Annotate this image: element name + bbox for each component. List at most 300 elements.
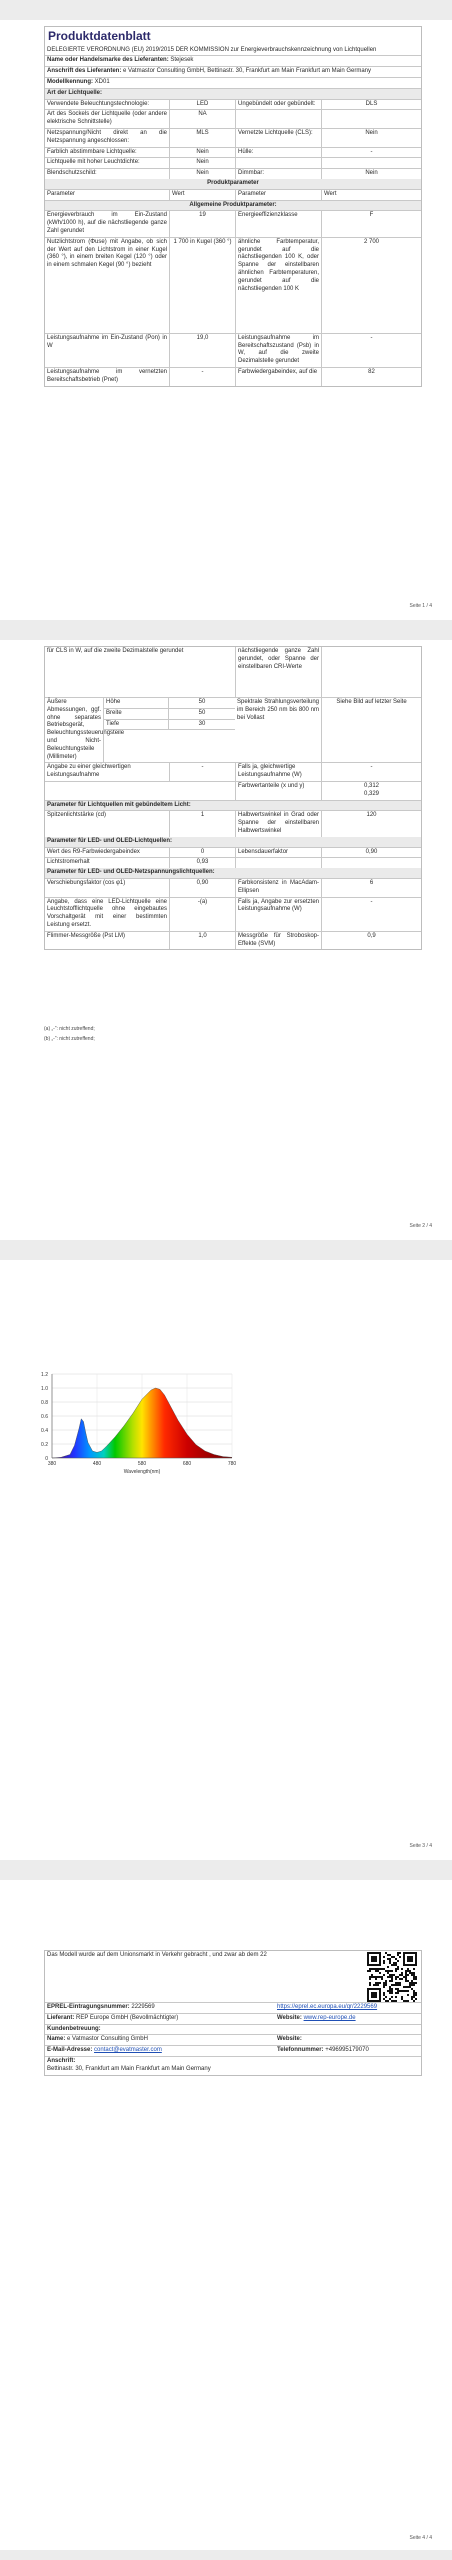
table-cell-v2: F — [321, 211, 421, 236]
table-row — [45, 129, 421, 148]
qr-module — [407, 1952, 409, 1954]
qr-module — [373, 1988, 375, 1990]
website-link[interactable]: www.rep-europe.de — [303, 2014, 356, 2021]
qr-module — [377, 1984, 379, 1986]
qr-module — [401, 1996, 403, 1998]
table-cell-k1: Spitzenlichtstärke (cd) — [47, 812, 107, 819]
qr-module — [411, 1958, 413, 1960]
x-tick-label: 380 — [47, 1461, 57, 1467]
qr-module — [401, 1990, 403, 1992]
qr-module — [403, 1958, 405, 1960]
qr-module — [415, 1994, 417, 1996]
table-cell-k2: Leistungsaufnahme im Bereitschaftszustand (Psb) in W, auf die zweite Dezimalstelle gerundet — [235, 334, 321, 367]
qr-module — [375, 1992, 377, 1994]
qr-module — [369, 1952, 371, 1954]
datasheet-frame-1 — [44, 26, 422, 387]
qr-module — [413, 1976, 415, 1978]
table-cell-k1: Netzspannung/Nicht direkt an die Netzspannung angeschlossen: — [47, 129, 167, 144]
table-cell-v2: - — [321, 898, 421, 931]
qr-module — [369, 1976, 371, 1978]
qr-module — [367, 1958, 369, 1960]
value-head: Wert — [169, 190, 235, 200]
qr-module — [385, 1996, 387, 1998]
datasheet-frame-2 — [44, 646, 422, 950]
qr-module — [405, 1972, 407, 1974]
qr-module — [415, 1958, 417, 1960]
qr-module — [411, 1996, 413, 1998]
qr-module — [367, 1964, 369, 1966]
qr-module — [385, 1952, 387, 1954]
y-tick-label: 0.2 — [41, 1442, 48, 1448]
qr-module — [371, 1952, 373, 1954]
address-value: e Vatmastor Consulting GmbH, Bettinastr. 30, Frankfurt am Main Frankfurt am Main Germany — [123, 68, 372, 75]
table-cell-k2 — [235, 110, 321, 128]
qr-module — [393, 1956, 395, 1958]
qr-module — [409, 1982, 411, 1984]
table-cell-k1: Blendschutzschild: — [47, 170, 97, 177]
table-cell-v2: 120 — [321, 811, 421, 836]
table-cell-v1: 1 — [169, 811, 235, 836]
qr-module — [415, 1998, 417, 2000]
qr-module — [369, 1970, 371, 1972]
addr-value: Bettinastr. 30, Frankfurt am Main Frankfurt am Main Germany — [47, 2065, 211, 2072]
table-row — [45, 211, 421, 237]
qr-module — [397, 1966, 399, 1968]
y-tick-label: 0.6 — [41, 1414, 48, 1420]
table-cell-v2: 2 700 — [321, 238, 421, 333]
qr-module — [375, 1968, 377, 1970]
qr-module — [391, 1974, 393, 1976]
qr-module — [389, 1980, 391, 1982]
qr-module — [381, 1978, 383, 1980]
regulation-text: DELEGIERTE VERORDNUNG (EU) 2019/2015 DER KOMMISSION zur Energieverbrauchskennzeichnung von Lichtquellen — [47, 46, 377, 53]
qr-module — [395, 1996, 397, 1998]
qr-module — [369, 1964, 371, 1966]
qr-module — [379, 1972, 381, 1974]
table-cell-k1: Leistungsaufnahme im vernetzten Bereitschaftsbetrieb (Pnet) — [47, 368, 167, 383]
qr-module — [389, 1962, 391, 1964]
qr-module — [415, 1952, 417, 1954]
qr-module — [395, 1968, 397, 1970]
qr-module — [367, 1988, 369, 1990]
table-cell-v1: MLS — [169, 129, 235, 147]
param-title: Produktparameter — [45, 179, 421, 190]
mains-rows — [45, 879, 421, 949]
table-cell-v1: 19,0 — [169, 334, 235, 367]
qr-module — [405, 1980, 407, 1982]
qr-module — [383, 1968, 385, 1970]
qr-module — [369, 1988, 371, 1990]
qr-module — [373, 1956, 375, 1958]
qr-module — [375, 1956, 377, 1958]
qr-module — [371, 1964, 373, 1966]
table-row — [45, 158, 421, 169]
qr-module — [383, 1994, 385, 1996]
qr-module — [405, 1964, 407, 1966]
qr-module — [375, 1952, 377, 1954]
x-tick-label: 580 — [137, 1461, 147, 1467]
qr-module — [379, 1960, 381, 1962]
qr-module — [413, 1982, 415, 1984]
qr-module — [375, 1982, 377, 1984]
email-label: E-Mail-Adresse: — [47, 2047, 93, 2054]
qr-module — [395, 1988, 397, 1990]
dims-label: Äußere Abmessungen, ggf. ohne separates Betriebsgerät, Beleuchtungssteuerungsteile und Nicht-Beleuchtungsteile (Millimeter) — [47, 699, 125, 760]
table-row — [45, 368, 421, 386]
market-text: Das Modell wurde auf dem Unionsmarkt in Verkehr gebracht , und zwar ab dem 22 — [47, 1952, 267, 1958]
qr-module — [395, 1958, 397, 1960]
qr-module — [387, 1990, 389, 1992]
name-value: e Vatmastor Consulting GmbH — [67, 2036, 148, 2043]
table-cell-k1: Verwendete Beleuchtungstechnologie: — [47, 100, 150, 107]
qr-module — [377, 1964, 379, 1966]
qr-module — [401, 1972, 403, 1974]
page-4 — [0, 1880, 452, 2550]
qr-module — [399, 1956, 401, 1958]
qr-module — [403, 1990, 405, 1992]
qr-module — [413, 1952, 415, 1954]
phone-value: +496995179070 — [325, 2047, 369, 2054]
qr-module — [367, 1960, 369, 1962]
table-cell-k2: Vernetzte Lichtquelle (CLS): — [235, 129, 321, 147]
table-cell-v2: Nein — [321, 129, 421, 147]
qr-module — [389, 1970, 391, 1972]
qr-module — [379, 1994, 381, 1996]
qr-module — [411, 1960, 413, 1962]
email-link[interactable]: contact@evatmaster.com — [94, 2047, 162, 2054]
table-cell-v2: 6 — [321, 879, 421, 897]
table-cell-v1: LED — [169, 100, 235, 110]
table-cell-v2 — [321, 858, 421, 868]
qr-module — [411, 1952, 413, 1954]
qr-module — [413, 1992, 415, 1994]
qr-module — [387, 1976, 389, 1978]
phone-label: Telefonnummer: — [277, 2047, 324, 2054]
page-footer-4: Seite 4 / 4 — [409, 2535, 432, 2541]
qr-module — [401, 1978, 403, 1980]
qr-module — [381, 1968, 383, 1970]
qr-module — [367, 1952, 369, 1954]
qr-module — [379, 1992, 381, 1994]
qr-module — [383, 1992, 385, 1994]
qr-module — [377, 1976, 379, 1978]
qr-module — [371, 1974, 373, 1976]
qr-module — [377, 1988, 379, 1990]
qr-module — [413, 1964, 415, 1966]
table-cell-k2 — [235, 158, 321, 168]
dims-row — [45, 698, 421, 763]
table-row — [45, 858, 421, 868]
qr-module — [367, 1970, 369, 1972]
qr-module — [389, 1960, 391, 1962]
table-cell-k1: Art des Sockels der Lichtquelle (oder andere elektrische Schnittstelle) — [47, 111, 167, 126]
qr-module — [403, 1954, 405, 1956]
led-rows — [45, 848, 421, 869]
page-footer-3: Seite 3 / 4 — [409, 1843, 432, 1849]
qr-module — [395, 1976, 397, 1978]
qr-module — [393, 1964, 395, 1966]
qr-module — [379, 1952, 381, 1954]
qr-module — [409, 1986, 411, 1988]
qr-code-image[interactable] — [367, 1952, 417, 2002]
qr-module — [367, 1998, 369, 2000]
qr-module — [383, 1986, 385, 1988]
table-cell-k1: Energieverbrauch im Ein-Zustand (kWh/1000 h), auf die nächstliegende ganze Zahl gerundet — [47, 212, 167, 234]
qr-module — [403, 1986, 405, 1988]
qr-module — [399, 1984, 401, 1986]
type-header: Art der Lichtquelle: — [45, 89, 421, 100]
qr-module — [413, 1978, 415, 1980]
qr-module — [383, 1982, 385, 1984]
table-cell-v2: Nein — [321, 169, 421, 179]
qr-module — [389, 1988, 391, 1990]
qr-module — [373, 1952, 375, 1954]
qr-module — [391, 1978, 393, 1980]
qr-module — [415, 1954, 417, 1956]
qr-module — [379, 1956, 381, 1958]
qr-module — [379, 1976, 381, 1978]
qr-module — [411, 1974, 413, 1976]
qr-module — [409, 1952, 411, 1954]
qr-module — [379, 1998, 381, 2000]
qr-module — [411, 1980, 413, 1982]
qr-module — [367, 1962, 369, 1964]
qr-module — [375, 1970, 377, 1972]
model-value: XD01 — [94, 78, 110, 85]
qr-module — [403, 2000, 405, 2002]
qr-module — [403, 1960, 405, 1962]
table-cell-k2: Ungebündelt oder gebündelt: — [235, 100, 321, 110]
table-cell-k1: Lichtstromerhalt — [47, 859, 90, 866]
equiv-label: Angabe zu einer gleichwertigen Leistungsaufnahme — [47, 764, 131, 779]
table-row — [45, 169, 421, 179]
qr-module — [401, 1974, 403, 1976]
table-row — [45, 848, 421, 859]
qr-module — [407, 1986, 409, 1988]
qr-module — [387, 1972, 389, 1974]
qr-module — [415, 1960, 417, 1962]
qr-module — [371, 1994, 373, 1996]
qr-module — [399, 1990, 401, 1992]
qr-module — [413, 1984, 415, 1986]
table-cell-k2: Hülle: — [235, 148, 321, 158]
page-1 — [0, 20, 452, 620]
qr-module — [371, 1996, 373, 1998]
table-cell-v1: 0,90 — [169, 879, 235, 897]
qr-module — [391, 1990, 393, 1992]
qr-module — [403, 1962, 405, 1964]
qr-module — [409, 1970, 411, 1972]
qr-module — [399, 1974, 401, 1976]
table-row — [45, 879, 421, 898]
chroma-y: 0,329 — [363, 790, 379, 797]
table-cell-k1: Angabe, dass eine LED-Lichtquelle eine Leuchtstofflichtquelle ohne eingebautes Vorschaltgerät mit einer bestimmten Leistung ersetzt. — [47, 898, 167, 928]
qr-module — [387, 1966, 389, 1968]
spectral-label: Spektrale Strahlungsverteilung im Bereich 250 nm bis 800 nm bei Vollast — [237, 699, 319, 721]
dimension-name: Höhe — [106, 699, 121, 705]
cont-right: nächstliegende ganze Zahl gerundet, oder Spanne der einstellbaren CRI-Werte — [235, 647, 321, 697]
table-row — [45, 898, 421, 932]
qr-module — [379, 1968, 381, 1970]
qr-module — [407, 1990, 409, 1992]
qr-module — [405, 1978, 407, 1980]
qr-module — [399, 1952, 401, 1954]
qr-module — [415, 1964, 417, 1966]
qr-module — [389, 1954, 391, 1956]
qr-module — [391, 1964, 393, 1966]
qr-module — [395, 2000, 397, 2002]
eprel-value: 2229569 — [131, 2004, 155, 2010]
y-tick-label: 0.4 — [41, 1428, 48, 1434]
table-row — [45, 932, 421, 950]
table-cell-k1: Flimmer-Messgröße (Pst LM) — [47, 932, 126, 939]
table-cell-v1: 0,93 — [169, 858, 235, 868]
qr-module — [405, 1970, 407, 1972]
led-header: Parameter für LED- und OLED-Lichtquellen: — [45, 837, 421, 848]
qr-module — [391, 1956, 393, 1958]
type-rows — [45, 100, 421, 179]
page-footer-1: Seite 1 / 4 — [409, 603, 432, 609]
table-cell-k2: Lebensdauerfaktor — [235, 848, 321, 858]
qr-module — [389, 1990, 391, 1992]
qr-module — [407, 2000, 409, 2002]
x-tick-label: 780 — [227, 1461, 237, 1467]
page-3 — [0, 1260, 452, 1860]
qr-module — [403, 1952, 405, 1954]
table-cell-k2: Farbwiedergabeindex, auf die — [235, 368, 321, 386]
qr-module — [405, 1952, 407, 1954]
table-row — [45, 148, 421, 159]
qr-module — [379, 1954, 381, 1956]
qr-module — [397, 1952, 399, 1954]
qr-module — [405, 1974, 407, 1976]
qr-module — [373, 1960, 375, 1962]
qr-module — [397, 1990, 399, 1992]
qr-module — [409, 1972, 411, 1974]
qr-module — [411, 1982, 413, 1984]
footnote-a: (a) „-“: nicht zutreffend; — [44, 1026, 95, 1032]
table-cell-v1: NA — [169, 110, 235, 128]
equiv-value: - — [169, 763, 235, 781]
qr-module — [395, 1984, 397, 1986]
qr-module — [383, 1956, 385, 1958]
qr-module — [371, 1968, 373, 1970]
table-cell-v2 — [321, 110, 421, 128]
qr-module — [415, 1978, 417, 1980]
general-rows — [45, 211, 421, 385]
qr-module — [367, 1990, 369, 1992]
qr-module — [375, 1976, 377, 1978]
supplier-label: Lieferant: — [47, 2014, 75, 2021]
qr-module — [375, 1988, 377, 1990]
qr-module — [411, 1988, 413, 1990]
qr-module — [407, 1968, 409, 1970]
general-title: Allgemeine Produktparameter: — [45, 201, 421, 212]
qr-module — [383, 1998, 385, 2000]
table-cell-v1: - — [169, 368, 235, 386]
qr-module — [375, 2000, 377, 2002]
qr-module — [391, 1984, 393, 1986]
qr-module — [369, 2000, 371, 2002]
table-cell-v2 — [321, 158, 421, 168]
qr-module — [373, 1964, 375, 1966]
table-cell-k1: Verschiebungsfaktor (cos φ1) — [47, 879, 126, 886]
table-row — [45, 238, 421, 334]
supplier-value: REP Europe GmbH (Bevollmächtigter) — [76, 2014, 179, 2021]
qr-module — [373, 2000, 375, 2002]
website-label: Website: — [277, 2014, 302, 2021]
model-label: Modellkennung: — [47, 78, 93, 85]
y-tick-label: 1.2 — [41, 1372, 48, 1378]
qr-module — [383, 1974, 385, 1976]
qr-module — [391, 1992, 393, 1994]
qr-module — [369, 1982, 371, 1984]
directional-rows — [45, 811, 421, 836]
qr-module — [375, 1964, 377, 1966]
qr-module — [395, 1978, 397, 1980]
table-cell-v2: - — [321, 334, 421, 367]
cont-left: für CLS in W, auf die zweite Dezimalstelle gerundet — [47, 648, 184, 654]
directional-header: Parameter für Lichtquellen mit gebündeltem Licht: — [45, 801, 421, 812]
table-cell-v1: 0 — [169, 848, 235, 858]
qr-module — [377, 1982, 379, 1984]
qr-module — [379, 1964, 381, 1966]
qr-module — [367, 2000, 369, 2002]
qr-module — [379, 1962, 381, 1964]
qr-module — [389, 1976, 391, 1978]
qr-module — [377, 2000, 379, 2002]
qr-module — [379, 1982, 381, 1984]
qr-module — [383, 1960, 385, 1962]
qr-module — [405, 1986, 407, 1988]
qr-module — [415, 1962, 417, 1964]
dimension-row — [104, 720, 235, 731]
table-row — [45, 100, 421, 111]
qr-module — [377, 1952, 379, 1954]
qr-module — [413, 1968, 415, 1970]
table-cell-v2: 0,9 — [321, 932, 421, 950]
table-cell-v1: Nein — [169, 158, 235, 168]
qr-module — [381, 1976, 383, 1978]
qr-module — [397, 1976, 399, 1978]
qr-module — [367, 1994, 369, 1996]
qr-module — [415, 1956, 417, 1958]
qr-module — [397, 1988, 399, 1990]
qr-module — [407, 1964, 409, 1966]
qr-module — [369, 1978, 371, 1980]
qr-module — [379, 1988, 381, 1990]
qr-module — [367, 1996, 369, 1998]
qr-module — [383, 1962, 385, 1964]
qr-module — [413, 2000, 415, 2002]
qr-module — [373, 1996, 375, 1998]
qr-module — [407, 1958, 409, 1960]
qr-module — [369, 1984, 371, 1986]
qr-module — [389, 1974, 391, 1976]
qr-module — [411, 1984, 413, 1986]
x-tick-label: 680 — [182, 1461, 192, 1467]
table-cell-k1: Wert des R9-Farbwiedergabeindex — [47, 848, 140, 855]
table-cell-v1: 1 700 in Kugel (360 °) — [169, 238, 235, 333]
qr-module — [387, 1970, 389, 1972]
eprel-link[interactable]: https://eprel.ec.europa.eu/qr/2229569 — [277, 2004, 378, 2010]
dimension-name: Tiefe — [106, 720, 120, 727]
qr-module — [407, 1970, 409, 1972]
qr-module — [405, 2000, 407, 2002]
qr-module — [373, 1958, 375, 1960]
dimension-row — [104, 698, 235, 709]
qr-module — [395, 1992, 397, 1994]
